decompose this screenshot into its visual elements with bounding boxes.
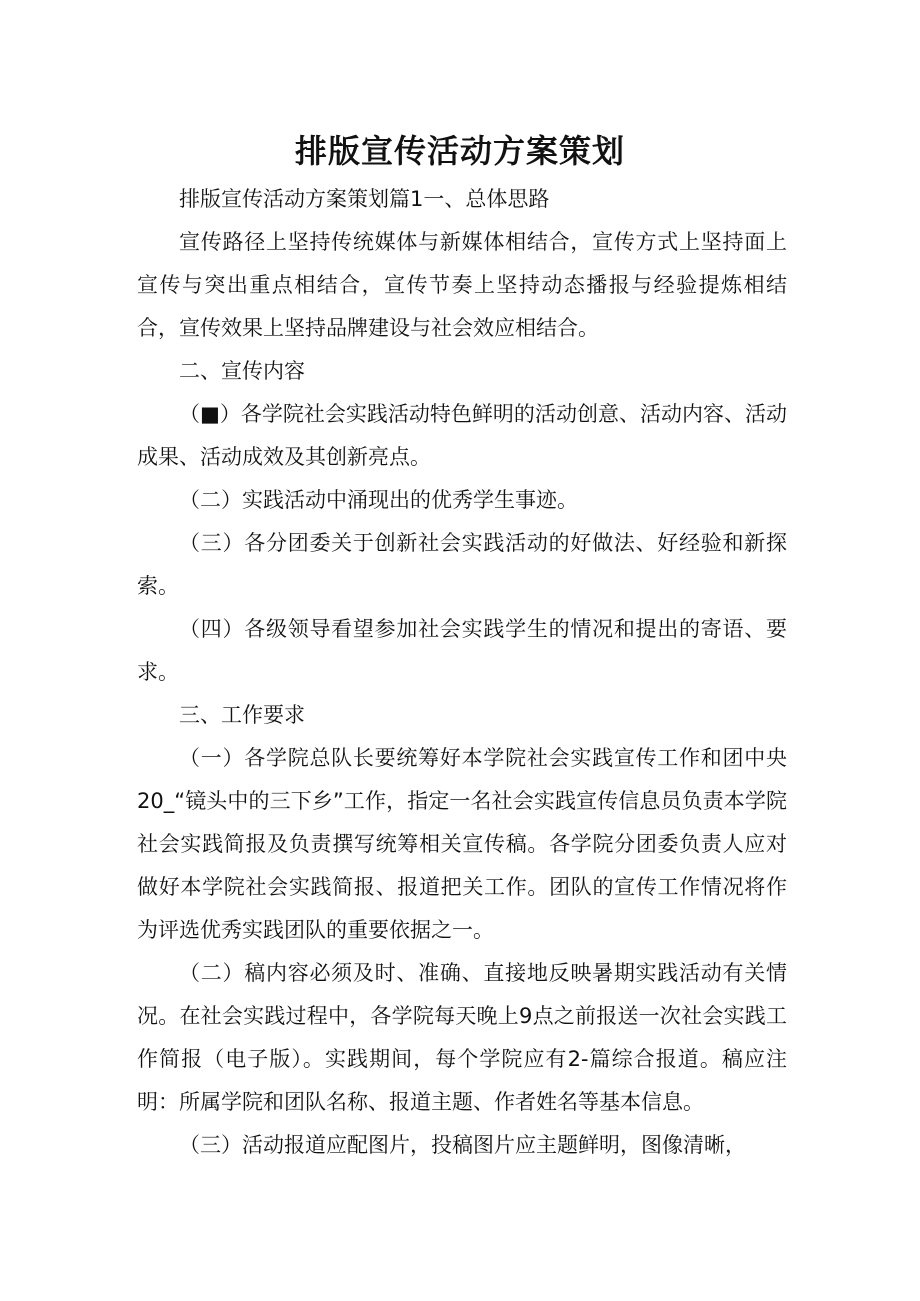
document-body <box>137 178 787 1167</box>
paragraph-content-item-1: （■）各学院社会实践活动特色鲜明的活动创意、活动内容、活动成果、活动成效及其创新亮点。 <box>137 402 787 469</box>
section-heading-content: 二、宣传内容 <box>179 359 305 383</box>
paragraph-intro: 排版宣传活动方案策划篇1一、总体思路 <box>179 187 550 211</box>
paragraph-overall-approach: 宣传路径上坚持传统媒体与新媒体相结合，宣传方式上坚持面上宣传与突出重点相结合，宣传节奏上坚持动态播报与经验提炼相结合，宣传效果上坚持品牌建设与社会效应相结合。 <box>137 230 787 340</box>
paragraph-requirement-1: （一）各学院总队长要统筹好本学院社会实践宣传工作和团中央20_“镜头中的三下乡”工作，指定一名社会实践宣传信息员负责本学院社会实践简报及负责撰写统筹相关宣传稿。各学院分团委负责人应对做好本学院社会实践简报、报道把关工作。团队的宣传工作情况将作为评选优秀实践团队的重要依据之一。 <box>137 746 787 942</box>
paragraph-requirement-3: （三）活动报道应配图片，投稿图片应主题鲜明，图像清晰， <box>179 1133 746 1157</box>
document-title: 排版宣传活动方案策划 <box>294 132 625 170</box>
paragraph-content-item-4: （四）各级领导看望参加社会实践学生的情况和提出的寄语、要求。 <box>137 617 787 684</box>
paragraph-requirement-2: （二）稿内容必须及时、准确、直接地反映暑期实践活动有关情况。在社会实践过程中，各学院每天晚上9点之前报送一次社会实践工作简报（电子版）。实践期间，每个学院应有2-篇综合报道。稿应注明：所属学院和团队名称、报道主题、作者姓名等基本信息。 <box>137 961 787 1114</box>
paragraph-content-item-2: （二）实践活动中涌现出的优秀学生事迹。 <box>179 488 578 512</box>
section-heading-requirements: 三、工作要求 <box>179 703 305 727</box>
paragraph-content-item-3: （三）各分团委关于创新社会实践活动的好做法、好经验和新探索。 <box>137 531 787 598</box>
